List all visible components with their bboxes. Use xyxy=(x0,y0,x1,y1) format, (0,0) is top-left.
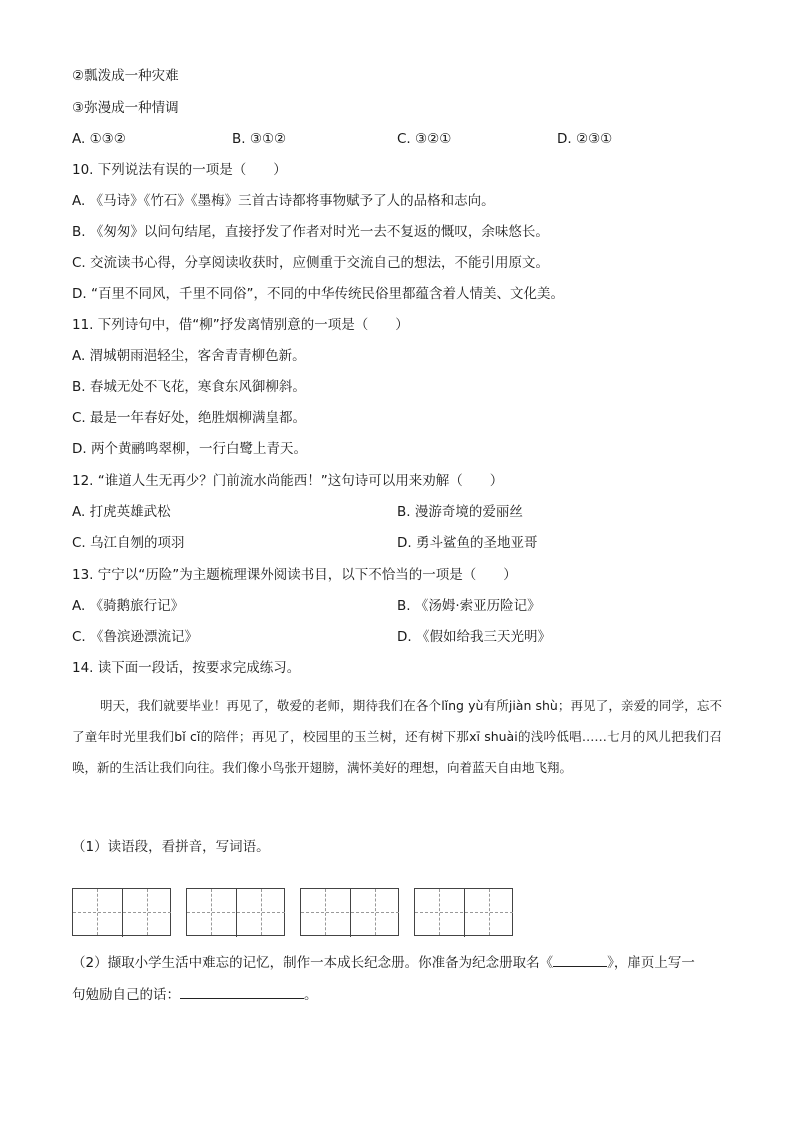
passage-text: 有所 xyxy=(483,698,509,713)
char-cell[interactable] xyxy=(301,889,350,937)
passage-text: 的陪伴；再见了，校园里的玉兰树，还有树下那 xyxy=(200,729,470,744)
q14-stem: 14. 读下面一段话，按要求完成练习。 xyxy=(72,660,301,676)
reading-passage xyxy=(72,690,722,783)
q12-stem: 12. “谁道人生无再少？门前流水尚能西！”这句诗可以用来劝解（ ） xyxy=(72,473,504,489)
word-box-3[interactable] xyxy=(300,888,399,936)
sub3-text: 句勉励自己的话： xyxy=(72,987,180,1003)
q10-option-b: B. 《匆匆》以问句结尾，直接抒发了作者对时光一去不复返的慨叹，余味悠长。 xyxy=(72,224,549,240)
word-box-4[interactable] xyxy=(414,888,513,936)
q11-option-c: C. 最是一年春好处，绝胜烟柳满皇都。 xyxy=(72,410,307,426)
q9-option-b: B. ③①② xyxy=(232,131,287,147)
album-name-blank[interactable] xyxy=(553,952,607,967)
word-box-1[interactable] xyxy=(72,888,171,936)
q10-option-a: A. 《马诗》《竹石》《墨梅》三首古诗都将事物赋予了人的品格和志向。 xyxy=(72,193,495,209)
word-box-2[interactable] xyxy=(186,888,285,936)
char-cell[interactable] xyxy=(464,889,513,937)
q11-option-b: B. 春城无处不飞花，寒食东风御柳斜。 xyxy=(72,379,306,395)
q9-option-a: A. ①③② xyxy=(72,131,126,147)
q12-option-c: C. 乌江自刎的项羽 xyxy=(72,535,185,551)
pinyin-xishuai: xī shuài xyxy=(469,729,518,744)
q13-stem: 13. 宁宁以“历险”为主题梳理课外阅读书目，以下不恰当的一项是（ ） xyxy=(72,567,517,583)
q11-option-d: D. 两个黄鹂鸣翠柳，一行白鹭上青天。 xyxy=(72,441,307,457)
pinyin-lingyu: lǐng yù xyxy=(441,698,484,713)
q14-sub1: （1）读语段，看拼音，写词语。 xyxy=(72,839,270,855)
char-cell[interactable] xyxy=(236,889,285,937)
q9-item-3: ③弥漫成一种情调 xyxy=(72,100,179,116)
char-cell[interactable] xyxy=(122,889,171,937)
pinyin-jianshu: jiàn shù xyxy=(508,698,558,713)
passage-text: ；再见了，亲爱的同学，忘不了童年时光里我们 xyxy=(72,698,722,744)
sub2-text: （2）撷取小学生活中难忘的记忆，制作一本成长纪念册。你准备为纪念册取名《 xyxy=(72,955,554,971)
q10-option-c: C. 交流读书心得，分享阅读收获时，应侧重于交流自己的想法，不能引用原文。 xyxy=(72,255,550,271)
writing-grid xyxy=(72,888,522,938)
q9-option-d: D. ②③① xyxy=(557,131,613,147)
q9-option-c: C. ③②① xyxy=(397,131,452,147)
q14-sub2-cont xyxy=(72,984,318,1004)
q11-stem: 11. 下列诗句中，借“柳”抒发离情别意的一项是（ ） xyxy=(72,317,409,333)
q12-option-d: D. 勇斗鲨鱼的圣地亚哥 xyxy=(397,535,538,551)
q11-option-a: A. 渭城朝雨浥轻尘，客舍青青柳色新。 xyxy=(72,348,306,364)
sub2-text: 》，扉页上写一 xyxy=(607,955,695,971)
passage-text: 的浅吟低唱……七月的风儿把我们召唤，新的生活让我们向往。我们像小鸟张开翅膀，满怀美好的理想，向着蓝天自由地飞翔。 xyxy=(72,729,722,775)
pinyin-bici: bǐ cǐ xyxy=(174,729,201,744)
char-cell[interactable] xyxy=(187,889,236,937)
char-cell[interactable] xyxy=(415,889,464,937)
q13-option-b: B. 《汤姆·索亚历险记》 xyxy=(397,598,541,614)
q10-stem: 10. 下列说法有误的一项是（ ） xyxy=(72,162,287,178)
q12-option-a: A. 打虎英雄武松 xyxy=(72,504,171,520)
q12-option-b: B. 漫游奇境的爱丽丝 xyxy=(397,504,523,520)
char-cell[interactable] xyxy=(73,889,122,937)
q13-option-c: C. 《鲁滨逊漂流记》 xyxy=(72,629,199,645)
q9-item-2: ②瓢泼成一种灾难 xyxy=(72,68,179,84)
q13-option-a: A. 《骑鹅旅行记》 xyxy=(72,598,185,614)
passage-text: 明天，我们就要毕业！再见了，敬爱的老师，期待我们在各个 xyxy=(100,698,442,713)
q14-sub2 xyxy=(72,952,695,972)
motto-blank[interactable] xyxy=(180,984,304,999)
char-cell[interactable] xyxy=(350,889,399,937)
q10-option-d: D. “百里不同风，千里不同俗”，不同的中华传统民俗里都蕴含着人情美、文化美。 xyxy=(72,286,564,302)
q13-option-d: D. 《假如给我三天光明》 xyxy=(397,629,551,645)
sub3-text: 。 xyxy=(304,987,318,1003)
